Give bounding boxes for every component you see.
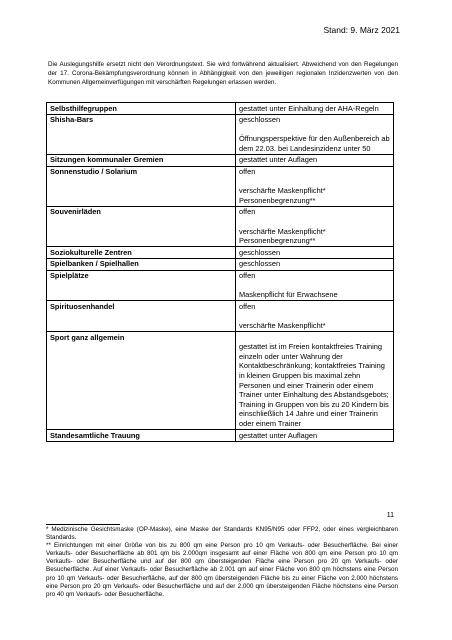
row-category: Shisha-Bars (47, 114, 236, 154)
table-row (47, 166, 394, 206)
row-category: Sonnenstudio / Solarium (47, 166, 236, 206)
rules-table-body (47, 103, 394, 442)
header-date: Stand: 9. März 2021 (323, 25, 400, 35)
row-regulation (236, 332, 394, 430)
regulation-line: verschärfte Maskenpflicht* Personenbegrenzung** (239, 186, 326, 205)
regulation-line: gestattet unter Einhaltung der AHA-Regeln (239, 103, 379, 113)
line-spacer (239, 125, 390, 135)
row-regulation (236, 114, 394, 154)
row-regulation (236, 206, 394, 246)
regulation-line: Öffnungsperspektive für den Außenbereich ab dem 22.03. bei Landesinzidenz unter 50 (239, 134, 390, 153)
table-row (47, 430, 394, 442)
regulation-line: Maskenpflicht für Erwachsene (239, 290, 338, 300)
row-category: Standesamtliche Trauung (47, 430, 236, 442)
regulation-line: gestattet ist im Freien kontaktfreies Training einzeln oder unter Wahrung der Kontaktbeschränkung; kontaktfreies Training in kleinen Gruppen bis maximal zehn Personen und einer Trainerin oder einem Trainer unter Einhaltung des Abstandsgebots; (239, 342, 389, 400)
regulation-line: offen (239, 271, 256, 280)
regulation-line: geschlossen (239, 247, 281, 257)
footnote-mask: * Medizinische Gesichtsmaske (OP-Maske), eine Maske der Standards KN95/N95 oder FFP2, oder eines vergleichbaren Standards. (46, 526, 398, 542)
intro-paragraph: Die Auslegungshilfe ersetzt nicht den Verordnungstext. Sie wird fortwährend aktualisiert. Abweichend von den Regelungen der 17. Corona-Bekämpfungsverordnung können in Abhängigkeit von den jeweiligen regionalen Inzidenzwerten von den Kommunen Allgemeinverfügungen mit verschärften Regelungen erlassen werden. (48, 61, 398, 86)
regulation-line: offen (239, 207, 256, 217)
regulation-line: gestattet unter Auflagen (239, 430, 318, 440)
table-row (47, 301, 394, 332)
row-regulation (236, 154, 394, 166)
regulation-line: verschärfte Maskenpflicht* Personenbegrenzung** (239, 226, 326, 246)
line-spacer (239, 333, 390, 343)
regulation-line: Training in Gruppen von bis zu 20 Kindern bis einschließlich 14 Jahre und einer Trainerin oder einem Trainer (239, 399, 389, 428)
row-regulation (236, 247, 394, 259)
regulation-line: gestattet unter Auflagen (239, 155, 318, 165)
regulation-line: verschärfte Maskenpflicht* (239, 320, 326, 330)
table-row (47, 206, 394, 246)
regulation-line: offen (239, 301, 256, 311)
line-spacer (239, 311, 390, 321)
row-category: Sport ganz allgemein (47, 332, 236, 430)
table-row (47, 247, 394, 259)
table-row (47, 332, 394, 430)
row-regulation (236, 258, 394, 270)
row-category: Soziokulturelle Zentren (47, 247, 236, 259)
line-spacer (239, 217, 390, 227)
row-category: Spirituosenhandel (47, 301, 236, 332)
row-category: Spielplätze (47, 270, 236, 301)
row-category: Selbsthilfegruppen (47, 103, 236, 115)
rules-table (46, 102, 394, 442)
footnotes (46, 526, 398, 599)
row-category: Spielbanken / Spielhallen (47, 258, 236, 270)
row-category: Souvenirläden (47, 206, 236, 246)
footnote-person-limit: ** Einrichtungen mit einer Größe von bis zu 800 qm eine Person pro 10 qm Verkaufs- oder Besucherfläche. Bei einer Verkaufs- oder Besucherfläche ab 801 qm bis 2.000qm insgesamt auf einer Fläche von 800 qm eine Person pro 10 qm Verkaufs- oder Besucherfläche und auf der 800 qm übersteigenden Fläche eine Person pro 20 qm Verkaufs- oder Besucherfläche. Auf einer Verkaufs- oder Besucherfläche ab 2.001 qm auf einer Fläche von 800 qm höchstens eine Person pro 10 qm Verkaufs- oder Besucherfläche, auf der 800 qm übersteigenden Fläche bis zu einer Fläche von 2.000 höchstens eine Person pro 20 qm Verkaufs- oder Besucherfläche und auf der 2.000 qm übersteigenden Fläche höchstens eine Person pro 40 qm Verkaufs- oder Besucherfläche. (46, 542, 398, 598)
row-regulation (236, 270, 394, 301)
line-spacer (239, 177, 390, 187)
table-row (47, 114, 394, 154)
line-spacer (239, 281, 390, 291)
footnote-divider (46, 524, 120, 525)
regulation-line: offen (239, 167, 256, 177)
row-regulation (236, 301, 394, 332)
table-row (47, 154, 394, 166)
row-regulation (236, 430, 394, 442)
page-number: 11 (386, 512, 394, 519)
row-regulation (236, 166, 394, 206)
regulation-line: geschlossen (239, 259, 281, 269)
table-row (47, 103, 394, 115)
table-row (47, 258, 394, 270)
row-regulation (236, 103, 394, 115)
table-row (47, 270, 394, 301)
row-category: Sitzungen kommunaler Gremien (47, 154, 236, 166)
regulation-line: geschlossen (239, 115, 281, 125)
